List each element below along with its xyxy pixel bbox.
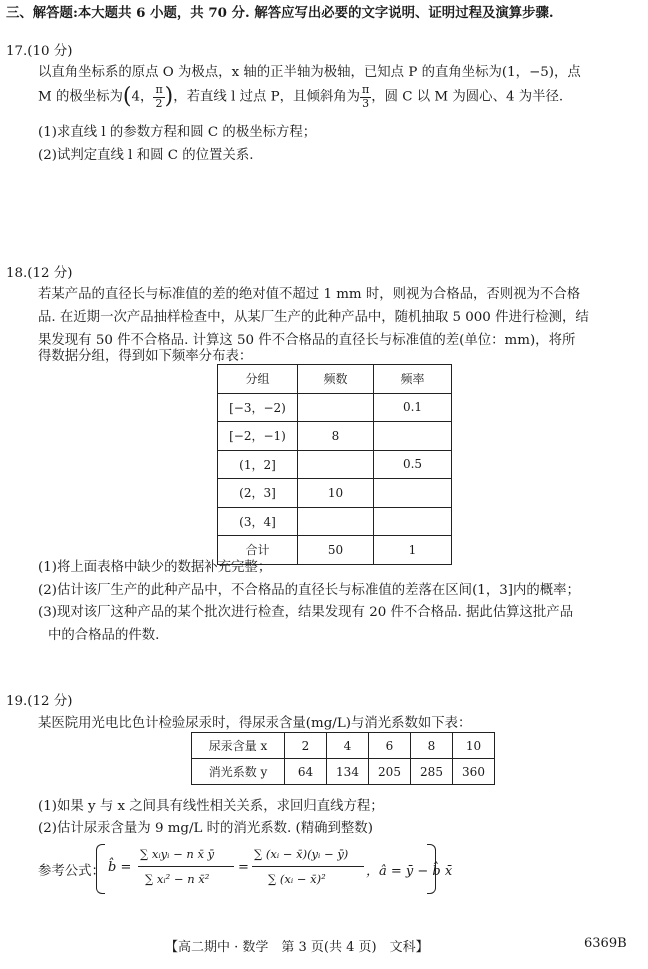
q17-line2 bbox=[38, 84, 563, 110]
q18-header bbox=[6, 262, 72, 281]
page-footer: 【高二期中 · 数学 第 3 页(共 4 页) 文科】 bbox=[165, 940, 429, 955]
table-row bbox=[218, 450, 452, 479]
cell: 205 bbox=[369, 759, 411, 785]
cell-count bbox=[298, 450, 374, 479]
q19-score: (12 分) bbox=[27, 694, 73, 709]
q18-part2: (2)估计该厂生产的此种产品中，不合格品的直径长与标准值的差落在区间(1，3]内的概率； bbox=[38, 583, 580, 598]
formula-den2: ∑ (xᵢ − x̄)² bbox=[268, 872, 326, 886]
q18-line1: 若某产品的直径长与标准值的差的绝对值不超过 1 mm 时，则视为合格品，否则视为不合格 bbox=[38, 287, 581, 302]
header-cell: 频率 bbox=[374, 365, 452, 394]
q17-coord-left: 4， bbox=[131, 89, 154, 105]
q18-line4: 得数据分组，得到如下频率分布表： bbox=[38, 349, 253, 364]
q18-line2: 品. 在近期一次产品抽样检查中，从某厂生产的此种产品中，随机抽取 5 000 件进行检测，结 bbox=[38, 310, 589, 325]
frac-num: π bbox=[155, 83, 163, 96]
cell-freq: 0.1 bbox=[374, 393, 452, 422]
frequency-table bbox=[217, 364, 452, 565]
formula-label: 参考公式： bbox=[38, 864, 105, 879]
cell-group: (1，2] bbox=[218, 450, 298, 479]
q17-line1: 以直角坐标系的原点 O 为极点，x 轴的正半轴为极轴，已知点 P 的直角坐标为(1，−5)，点 bbox=[38, 65, 581, 80]
cell-freq: 0.5 bbox=[374, 450, 452, 479]
q18-part3a: (3)现对该厂这种产品的某个批次进行检查，结果发现有 20 件不合格品. 据此估算这批产品 bbox=[38, 605, 574, 620]
row-label: 尿汞含量 x bbox=[192, 733, 285, 759]
cell: 6 bbox=[369, 733, 411, 759]
q17-part1: (1)求直线 l 的参数方程和圆 C 的极坐标方程； bbox=[38, 125, 317, 140]
paren-right: ) bbox=[164, 84, 174, 110]
table-row bbox=[218, 479, 452, 508]
cell-freq bbox=[374, 422, 452, 451]
formula-num1: ∑ xᵢyᵢ − n x̄ ȳ bbox=[140, 847, 215, 861]
q17-number: 17. bbox=[6, 44, 28, 59]
mercury-table bbox=[191, 732, 495, 785]
q19-line1: 某医院用光电比色计检验尿汞时，得尿汞含量(mg/L)与消光系数如下表： bbox=[38, 716, 472, 731]
cell-count: 8 bbox=[298, 422, 374, 451]
q19-header bbox=[6, 690, 72, 709]
cell-count bbox=[298, 393, 374, 422]
q17-line2-c: ，圆 C 以 M 为圆心、4 为半径. bbox=[371, 89, 564, 105]
pi-over-3 bbox=[360, 84, 371, 110]
pi-over-2 bbox=[153, 84, 164, 110]
q17-header bbox=[6, 40, 72, 59]
table-row bbox=[192, 759, 495, 785]
cell-freq bbox=[374, 507, 452, 536]
formula-num2: ∑ (xᵢ − x̄)(yᵢ − ȳ) bbox=[254, 847, 349, 861]
q17-line2-b: ，若直线 l 过点 P，且倾斜角为 bbox=[173, 89, 361, 105]
q19-part1: (1)如果 y 与 x 之间具有线性相关关系，求回归直线方程； bbox=[38, 799, 384, 814]
cell-count bbox=[298, 507, 374, 536]
cell-group: [−3，−2) bbox=[218, 393, 298, 422]
q18-part1: (1)将上面表格中缺少的数据补充完整； bbox=[38, 560, 272, 575]
exam-code: 6369B bbox=[584, 936, 627, 951]
cell-freq bbox=[374, 479, 452, 508]
cell: 4 bbox=[327, 733, 369, 759]
cell: 285 bbox=[411, 759, 453, 785]
cell: 360 bbox=[453, 759, 495, 785]
q18-number: 18. bbox=[6, 266, 28, 281]
table-row bbox=[218, 422, 452, 451]
q19-number: 19. bbox=[6, 694, 28, 709]
cell: 10 bbox=[453, 733, 495, 759]
cell: 2 bbox=[285, 733, 327, 759]
frac-den: 2 bbox=[155, 96, 163, 110]
table-row bbox=[218, 507, 452, 536]
table-header-row bbox=[218, 365, 452, 394]
cell-count: 50 bbox=[298, 536, 374, 565]
cell: 8 bbox=[411, 733, 453, 759]
cell-group: 合计 bbox=[218, 536, 298, 565]
section-heading: 三、解答题:本大题共 6 小题，共 70 分. 解答应写出必要的文字说明、证明过程及演算步骤. bbox=[6, 5, 554, 21]
cell-count: 10 bbox=[298, 479, 374, 508]
header-cell: 频数 bbox=[298, 365, 374, 394]
q18-part3b: 中的合格品的件数. bbox=[48, 628, 160, 643]
formula-eq: = bbox=[238, 860, 249, 875]
cell-freq: 1 bbox=[374, 536, 452, 565]
q18-score: (12 分) bbox=[27, 266, 73, 281]
q17-part2: (2)试判定直线 l 和圆 C 的位置关系. bbox=[38, 148, 254, 163]
table-row bbox=[192, 733, 495, 759]
frac-num: π bbox=[362, 83, 370, 96]
q17-line2-a: M 的极坐标为 bbox=[38, 89, 123, 105]
cell-group: (2，3] bbox=[218, 479, 298, 508]
q18-line3: 果发现有 50 件不合格品. 计算这 50 件不合格品的直径长与标准值的差(单位：mm)，将所 bbox=[38, 333, 576, 348]
header-cell: 分组 bbox=[218, 365, 298, 394]
cell: 134 bbox=[327, 759, 369, 785]
cell-group: [−2，−1) bbox=[218, 422, 298, 451]
frac-den: 3 bbox=[362, 96, 370, 110]
q19-part2: (2)估计尿汞含量为 9 mg/L 时的消光系数. (精确到整数) bbox=[38, 821, 373, 836]
fraction-bar-1 bbox=[138, 866, 234, 867]
formula-den1: ∑ xᵢ² − n x̄² bbox=[145, 872, 210, 886]
cell-group: (3，4] bbox=[218, 507, 298, 536]
formula-a-hat: ，â = ȳ − b̂ x̄ bbox=[366, 864, 453, 879]
row-label: 消光系数 y bbox=[192, 759, 285, 785]
q17-score: (10 分) bbox=[27, 44, 73, 59]
cell: 64 bbox=[285, 759, 327, 785]
paren-left: ( bbox=[122, 84, 132, 110]
table-row bbox=[218, 393, 452, 422]
formula-brace-left bbox=[96, 844, 105, 894]
formula-b-hat: b̂ = bbox=[108, 860, 132, 875]
fraction-bar-2 bbox=[252, 866, 364, 867]
